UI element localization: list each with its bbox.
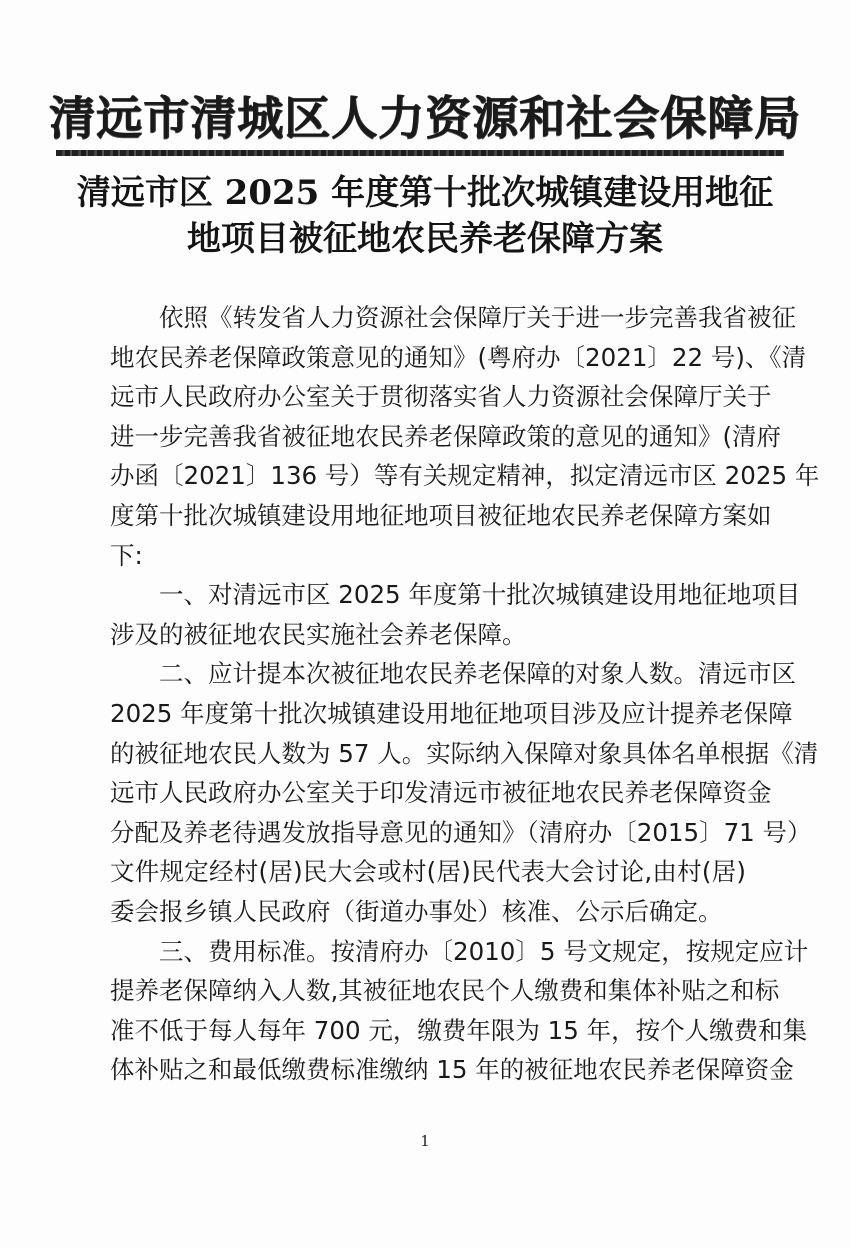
text-line: 进一步完善我省被征地农民养老保障政策的意见的通知》(清府: [110, 421, 782, 451]
page-number: 1: [420, 1132, 430, 1150]
text-line: 委会报乡镇人民政府（街道办事处）核准、公示后确定。: [110, 896, 723, 926]
text-line: 三、费用标准。按清府办〔2010〕5 号文规定，按规定应计: [159, 936, 809, 966]
text-line: 分配及养老待遇发放指导意见的通知》（清府办〔2015〕71 号）: [110, 817, 812, 847]
paragraph-preamble: [110, 298, 820, 575]
text-line: 体补贴之和最低缴费标准缴纳 15 年的被征地农民养老保障资金: [110, 1055, 794, 1085]
text-line: 办函〔2021〕136 号）等有关规定精神，拟定清远市区 2025 年: [110, 461, 820, 491]
text-line: 提养老保障纳入人数,其被征地农民个人缴费和集体补贴之和标: [110, 976, 780, 1006]
text-line: 一、对清远市区 2025 年度第十批次城镇建设用地征地项目: [159, 580, 801, 610]
paragraph-section-1: [110, 575, 801, 654]
text-line: 远市人民政府办公室关于贯彻落实省人力资源社会保障厅关于: [110, 382, 772, 412]
text-line: 涉及的被征地农民实施社会养老保障。: [110, 619, 527, 649]
text-line: 地农民养老保障政策意见的通知》(粤府办〔2021〕22 号)、《清: [110, 342, 807, 372]
text-line: 2025 年度第十批次城镇建设用地征地项目涉及应计提养老保障: [110, 698, 793, 728]
paragraph-section-3: [110, 932, 809, 1090]
text-line: 文件规定经村(居)民大会或村(居)民代表大会讨论,由村(居): [110, 857, 746, 887]
text-line: 远市人民政府办公室关于印发清远市被征地农民养老保障资金: [110, 778, 772, 808]
document-title: [60, 170, 790, 262]
text-line: 依照《转发省人力资源社会保障厅关于进一步完善我省被征: [159, 303, 796, 332]
text-line: 准不低于每人每年 700 元，缴费年限为 15 年，按个人缴费和集: [110, 1015, 808, 1045]
paragraph-section-2: [110, 654, 819, 931]
title-line: 清远市区 2025 年度第十批次城镇建设用地征: [76, 173, 774, 213]
text-line: 二、应计提本次被征地农民养老保障的对象人数。清远市区: [159, 659, 796, 689]
title-line: 地项目被征地农民养老保障方案: [187, 219, 663, 259]
text-line: 下:: [110, 540, 143, 570]
text-line: 的被征地农民人数为 57 人。实际纳入保障对象具体名单根据《清: [110, 738, 819, 768]
document-body: [110, 298, 820, 1090]
agency-masthead: 清远市清城区人力资源和社会保障局: [49, 91, 801, 145]
text-line: 度第十批次城镇建设用地征地项目被征地农民养老保障方案如: [110, 500, 772, 530]
masthead-divider: [56, 150, 784, 156]
